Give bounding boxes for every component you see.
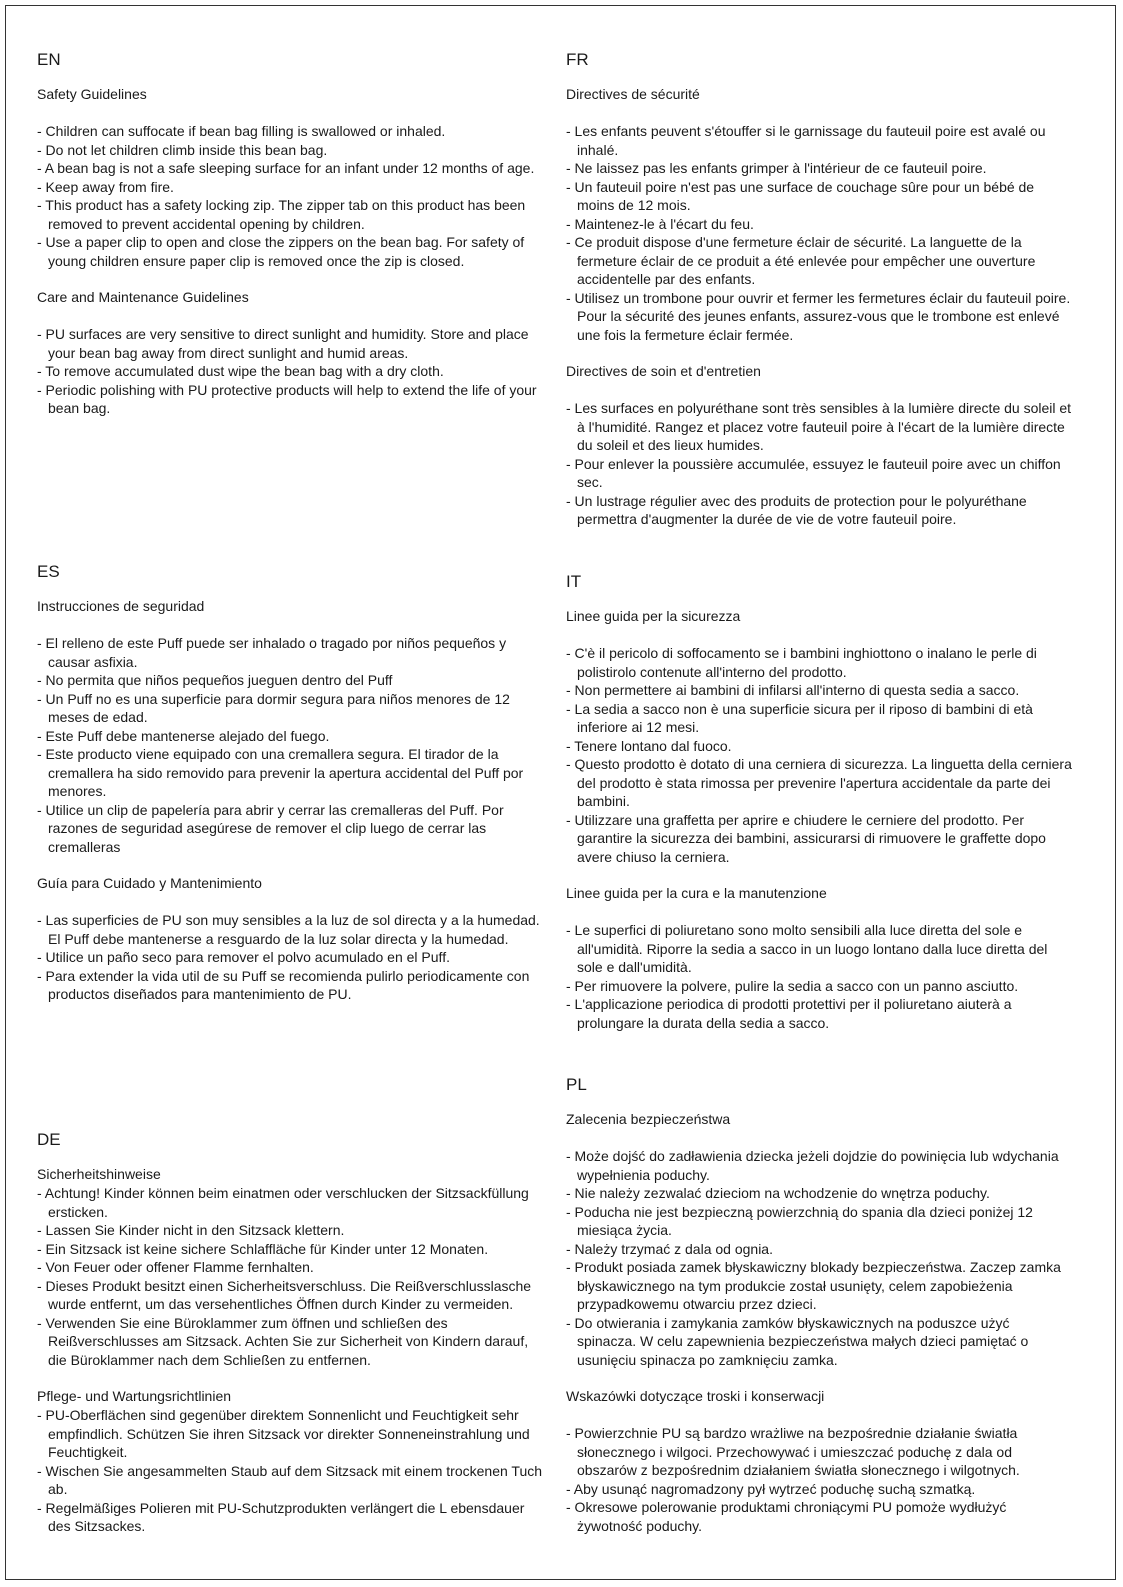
care-heading: Guía para Cuidado y Mantenimiento (37, 875, 262, 891)
list-item: - No permita que niños pequeños jueguen dentro del Puff (37, 672, 393, 688)
safety-list (37, 122, 542, 270)
section-en (37, 50, 542, 418)
list-item: - Un lustrage régulier avec des produits de protection pour le polyuréthane permettra d'augmenter la durée de vie de votre fauteuil poire. (566, 492, 1027, 527)
list-item: - Nie należy zezwalać dzieciom na wchodzenie do wnętrza poduchy. (566, 1185, 990, 1201)
list-item: - Para extender la vida util de su Puff se recomienda pulirlo periodicamente con productos diseñados para mantenimiento de PU. (37, 967, 530, 1002)
list-item: - Les enfants peuvent s'étouffer si le garnissage du fauteuil poire est avalé ou inhalé. (566, 123, 1046, 158)
care-heading: Care and Maintenance Guidelines (37, 289, 249, 305)
list-item: - Może dojść do zadławienia dziecka jeżeli dojdzie do powinięcia lub wdychania wypełnienia poduchy. (566, 1148, 1059, 1183)
safety-list (37, 1184, 542, 1369)
list-item: - Non permettere ai bambini di infilarsi all'interno di questa sedia a sacco. (566, 682, 1020, 698)
safety-heading: Linee guida per la sicurezza (566, 608, 741, 624)
care-heading: Directives de soin et d'entretien (566, 363, 761, 379)
list-item: - Este Puff debe mantenerse alejado del fuego. (37, 727, 330, 744)
list-item: - Use a paper clip to open and close the zippers on the bean bag. For safety of young children ensure paper clip is removed once the zip is closed. (37, 234, 525, 269)
list-item: - A bean bag is not a safe sleeping surface for an infant under 12 months of age. (37, 160, 535, 176)
list-item: - PU surfaces are very sensitive to direct sunlight and humidity. Store and place your bean bag away from direct sunlight and humid areas. (37, 326, 529, 361)
care-list (566, 399, 1072, 529)
list-item: - Maintenez-le à l'écart du feu. (566, 215, 754, 232)
care-heading: Wskazówki dotyczące troski i konserwacji (566, 1388, 825, 1404)
list-item: - Keep away from fire. (37, 178, 174, 195)
list-item: - Utilisez un trombone pour ouvrir et fermer les fermetures éclair du fauteuil poire. Pour la sécurité des jeunes enfants, assurez-vous que le trombone est enlevé une fois la fermeture éclair fermée. (566, 289, 1071, 343)
section-it (566, 572, 1072, 1032)
list-item: - Ce produit dispose d'une fermeture éclair de sécurité. La languette de la fermeture éclair de ce produit a été enlevée pour empêcher une ouverture accidentelle par des enfants. (566, 234, 1036, 287)
safety-list (566, 1147, 1072, 1369)
safety-list (566, 644, 1072, 866)
care-list (37, 911, 542, 1004)
list-item: - Las superficies de PU son muy sensibles a la luz de sol directa y a la humedad. El Puff debe mantenerse a resguardo de la luz solar directa y la humedad. (37, 912, 540, 947)
list-item: - Regelmäßiges Polieren mit PU-Schutzprodukten verlängert die L ebensdauer des Sitzsackes. (37, 1499, 525, 1534)
safety-heading: Zalecenia bezpieczeństwa (566, 1111, 731, 1127)
list-item: - Un Puff no es una superficie para dormir segura para niños menores de 12 meses de edad. (37, 690, 510, 725)
list-item: - Dieses Produkt besitzt einen Sicherheitsverschluss. Die Reißverschlusslasche wurde entfernt, um das versehentliches Öffnen durch Kinder zu vermeiden. (37, 1277, 532, 1312)
language-code: FR (566, 50, 589, 69)
list-item: - Ein Sitzsack ist keine sichere Schlaffläche für Kinder unter 12 Monaten. (37, 1240, 489, 1257)
list-item: - Poducha nie jest bezpieczną powierzchnią do spania dla dzieci poniżej 12 miesiąca życia. (566, 1203, 1033, 1238)
list-item: - Achtung! Kinder können beim einatmen oder verschlucken der Sitzsackfüllung ersticken. (37, 1185, 529, 1220)
section-es (37, 562, 542, 1004)
list-item: - Les surfaces en polyuréthane sont très sensibles à la lumière directe du soleil et à l'humidité. Rangez et placez votre fauteuil poire à l'écart de la lumière directe du soleil et des lieux humides. (566, 400, 1072, 453)
list-item: - Este producto viene equipado con una cremallera segura. El tirador de la cremallera ha sido removido para prevenir la apertura accidental del Puff por menores. (37, 746, 524, 799)
list-item: - Periodic polishing with PU protective products will help to extend the life of your bean bag. (37, 381, 537, 416)
list-item: - Produkt posiada zamek błyskawiczny blokady bezpieczeństwa. Zaczep zamka błyskawicznego na tym produkcie został usunięty, celem zapobieżenia przypadkowemu otwarciu przez dzieci. (566, 1259, 1061, 1312)
care-list (566, 921, 1072, 1032)
list-item: - Utilizzare una graffetta per aprire e chiudere le cerniere del prodotto. Per garantire la sicurezza dei bambini, assicurarsi di rimuovere le graffette dopo avere chiuso la cerniera. (566, 811, 1046, 865)
care-list (37, 325, 542, 418)
list-item: - El relleno de este Puff puede ser inhalado o tragado por niños pequeños y causar asfixia. (37, 635, 507, 670)
list-item: - Do not let children climb inside this bean bag. (37, 141, 328, 158)
list-item: - To remove accumulated dust wipe the bean bag with a dry cloth. (37, 363, 444, 379)
care-list (566, 1424, 1072, 1535)
safety-list (566, 122, 1072, 344)
list-item: - Ne laissez pas les enfants grimper à l'intérieur de ce fauteuil poire. (566, 160, 987, 176)
list-item: - Tenere lontano dal fuoco. (566, 737, 732, 754)
care-heading: Linee guida per la cura e la manutenzione (566, 885, 827, 901)
list-item: - This product has a safety locking zip. The zipper tab on this product has been removed to prevent accidental opening by children. (37, 197, 526, 232)
list-item: - Aby usunąć nagromadzony pył wytrzeć poduchę suchą szmatką. (566, 1480, 976, 1497)
list-item: - Per rimuovere la polvere, pulire la sedia a sacco con un panno asciutto. (566, 977, 1019, 994)
safety-list (37, 634, 542, 856)
list-item: - Lassen Sie Kinder nicht in den Sitzsack klettern. (37, 1222, 345, 1238)
list-item: - Okresowe polerowanie produktami chroniącymi PU pomoże wydłużyć żywotność poduchy. (566, 1499, 1007, 1534)
section-fr (566, 50, 1072, 529)
list-item: - Wischen Sie angesammelten Staub auf dem Sitzsack mit einem trockenen Tuch ab. (37, 1462, 543, 1497)
care-list (37, 1406, 542, 1536)
list-item: - Należy trzymać z dala od ognia. (566, 1240, 773, 1257)
language-code: ES (37, 562, 60, 581)
list-item: - La sedia a sacco non è una superficie sicura per il riposo di bambini di età inferiore ai 12 mesi. (566, 700, 1033, 735)
language-code: EN (37, 50, 61, 69)
list-item: - Questo prodotto è dotato di una cerniera di sicurezza. La linguetta della cerniera del prodotto è stata rimossa per prevenire l'apertura accidentale da parte dei bambini. (566, 756, 1072, 809)
care-heading: Pflege- und Wartungsrichtlinien (37, 1388, 232, 1404)
section-pl (566, 1075, 1072, 1535)
list-item: - Verwenden Sie eine Büroklammer zum öffnen und schließen des Reißverschlusses am Sitzsack. Achten Sie zur Sicherheit von Kindern darauf, die Büroklammer nach dem Schließen zu entfernen. (37, 1314, 529, 1368)
language-code: PL (566, 1075, 587, 1094)
safety-heading: Instrucciones de seguridad (37, 598, 205, 614)
list-item: - C'è il pericolo di soffocamento se i bambini inghiottono o inalano le perle di polistirolo contenute all'interno del prodotto. (566, 645, 1037, 680)
list-item: - L'applicazione periodica di prodotti protettivi per il poliuretano aiuterà a prolungare la durata della sedia a sacco. (566, 996, 1012, 1031)
list-item: - PU-Oberflächen sind gegenüber direktem Sonnenlicht und Feuchtigkeit sehr empfindlich. Schützen Sie ihren Sitzsack vor direkter Sonneneinstrahlung und Feuchtigkeit. (37, 1407, 530, 1460)
list-item: - Utilice un clip de papelería para abrir y cerrar las cremalleras del Puff. Por razones de seguridad asegúrese de remover el clip luego de cerrar las cremalleras (37, 801, 504, 855)
section-de (37, 1130, 542, 1536)
language-code: DE (37, 1130, 61, 1149)
list-item: - Le superfici di poliuretano sono molto sensibili alla luce diretta del sole e all'umidità. Riporre la sedia a sacco in un luogo lontano dalla luce diretta del sole e dall'umidità. (566, 922, 1048, 975)
list-item: - Children can suffocate if bean bag filling is swallowed or inhaled. (37, 123, 446, 139)
list-item: - Utilice un paño seco para remover el polvo acumulado en el Puff. (37, 949, 450, 965)
safety-heading: Safety Guidelines (37, 86, 147, 102)
list-item: - Do otwierania i zamykania zamków błyskawicznych na poduszce użyć spinacza. W celu zapewnienia bezpieczeństwa małych dzieci pamiętać o usunięciu spinacza po zamknięciu zamka. (566, 1314, 1029, 1368)
language-code: IT (566, 572, 582, 591)
list-item: - Pour enlever la poussière accumulée, essuyez le fauteuil poire avec un chiffon sec. (566, 455, 1061, 490)
list-item: - Powierzchnie PU są bardzo wrażliwe na bezpośrednie działanie światła słonecznego i wilgoci. Przechowywać i umieszczać poduchę z dala od obszarów z bezpośrednim działaniem światła słonecznego i wilgotnych. (566, 1425, 1020, 1478)
list-item: - Un fauteuil poire n'est pas une surface de couchage sûre pour un bébé de moins de 12 mois. (566, 178, 1035, 213)
list-item: - Von Feuer oder offener Flamme fernhalten. (37, 1259, 314, 1275)
safety-heading: Directives de sécurité (566, 86, 700, 102)
safety-heading: Sicherheitshinweise (37, 1166, 161, 1182)
